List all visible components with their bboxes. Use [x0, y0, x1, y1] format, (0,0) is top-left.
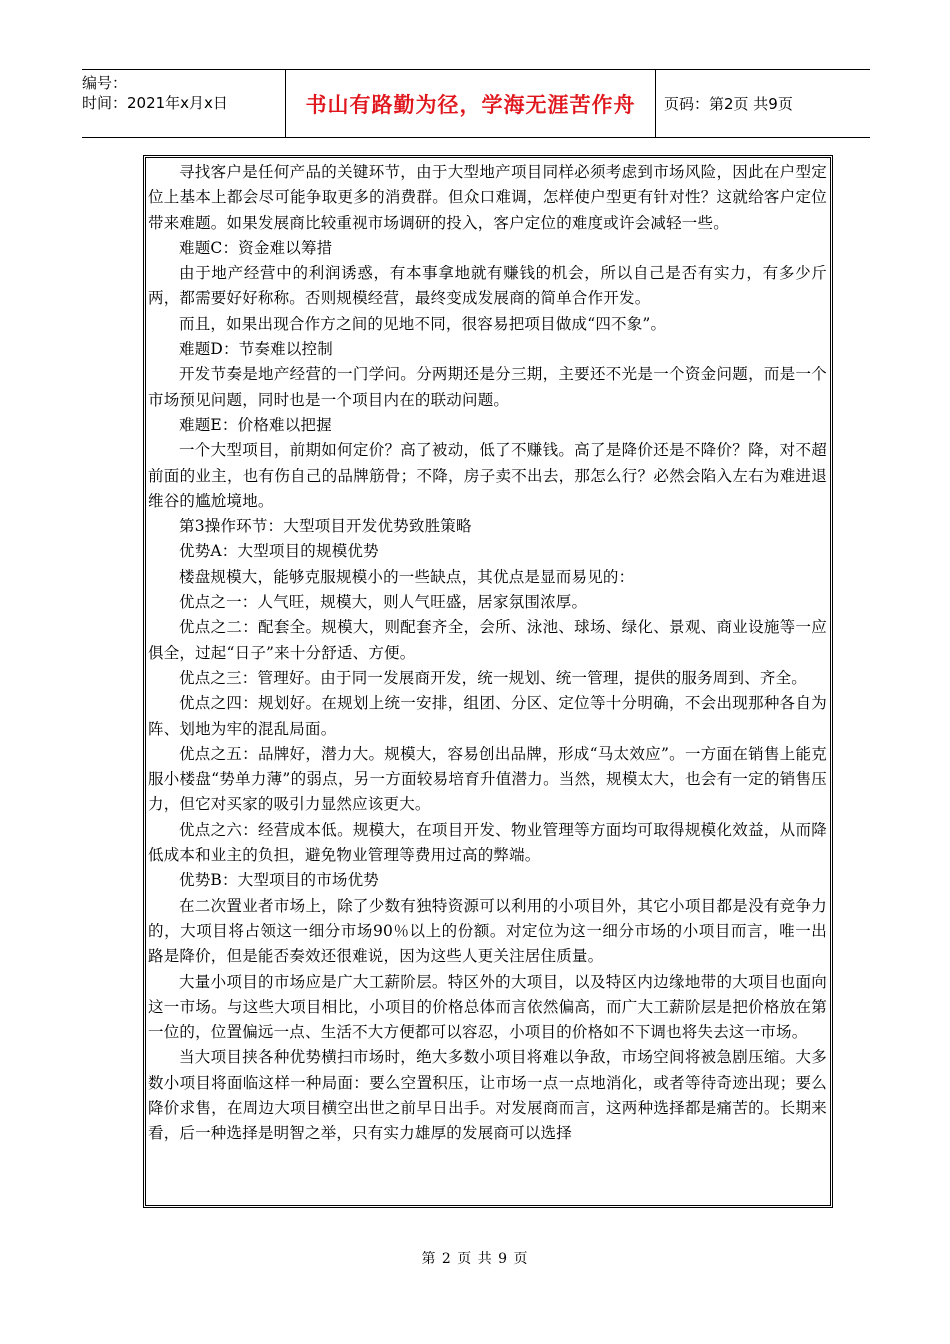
paragraph: 大量小项目的市场应是广大工薪阶层。特区外的大项目，以及特区内边缘地带的大项目也面向这一市场。与这些大项目相比，小项目的价格总体而言依然偏高，而广大工薪阶层是把价格放在第一位的，位置偏远一点、生活不大方便都可以容忍，小项目的价格如不下调也将失去这一市场。: [148, 972, 827, 1042]
paragraph: 一个大型项目，前期如何定价？高了被动，低了不赚钱。高了是降价还是不降价？降，对不超前面的业主，也有伤自己的品牌筋骨；不降，房子卖不出去，那怎么行？必然会陷入左右为难进退维谷的尴尬境地。: [148, 441, 827, 510]
content-body: [145, 157, 831, 1206]
paragraph: 难题C：资金难以筹措: [179, 238, 333, 257]
paragraph: 开发节奏是地产经营的一门学问。分两期还是分三期，主要还不光是一个资金问题，而是一个市场预见问题，同时也是一个项目内在的联动问题。: [148, 365, 827, 409]
paragraph: 在二次置业者市场上，除了少数有独特资源可以利用的小项目外，其它小项目都是没有竞争力的，大项目将占领这一细分市场90％以上的份额。对定位为这一细分市场的小项目而言，唯一出路是降价，但是能否奏效还很难说，因为这些人更关注居住质量。: [148, 896, 827, 966]
paragraph: 难题E：价格难以把握: [179, 415, 332, 434]
document-date-label: 时间：2021年x月x日: [82, 94, 228, 112]
paragraph: 当大项目挟各种优势横扫市场时，绝大多数小项目将难以争敌，市场空间将被急剧压缩。大多数小项目将面临这样一种局面：要么空置积压，让市场一点一点地消化，或者等待奇迹出现；要么降价求售，在周边大项目横空出世之前早日出手。对发展商而言，这两种选择都是痛苦的。长期来看，后一种选择是明智之举，只有实力雄厚的发展商可以选择: [148, 1048, 827, 1143]
header-page-label: 页码：第2页 共9页: [664, 95, 793, 113]
paragraph: 由于地产经营中的利润诱惑，有本事拿地就有赚钱的机会，所以自己是否有实力，有多少斤两，都需要好好称称。否则规模经营，最终变成发展商的简单合作开发。: [148, 264, 827, 308]
paragraph: 优点之四：规划好。在规划上统一安排，组团、分区、定位等十分明确，不会出现那种各自为阵、划地为牢的混乱局面。: [148, 694, 827, 738]
document-number-label: 编号：: [82, 74, 128, 92]
paragraph: 优点之六：经营成本低。规模大，在项目开发、物业管理等方面均可取得规模化效益，从而降低成本和业主的负担，避免物业管理等费用过高的弊端。: [148, 820, 827, 865]
paragraph: 优点之三：管理好。由于同一发展商开发，统一规划、统一管理，提供的服务周到、齐全。: [179, 668, 808, 687]
paragraph: 寻找客户是任何产品的关键环节，由于大型地产项目同样必须考虑到市场风险，因此在户型定位上基本上都会尽可能争取更多的消费群。但众口难调，怎样使户型更有针对性？这就给客户定位带来难题。如果发展商比较重视市场调研的投入，客户定位的难度或许会减轻一些。: [148, 163, 827, 232]
page-header: [82, 69, 870, 138]
paragraph: 优点之一：人气旺，规模大，则人气旺盛，居家氛围浓厚。: [179, 593, 588, 612]
paragraph: 优势B：大型项目的市场优势: [179, 871, 379, 890]
paragraph: 优势A：大型项目的规模优势: [179, 542, 379, 561]
paragraph: 第3操作环节：大型项目开发优势致胜策略: [179, 517, 472, 536]
paragraph: 而且，如果出现合作方之间的见地不同，很容易把项目做成“四不象”。: [179, 314, 667, 333]
paragraph: 优点之五：品牌好，潜力大。规模大，容易创出品牌，形成“马太效应”。一方面在销售上能克服小楼盘“势单力薄”的弱点，另一方面较易培育升值潜力。当然，规模太大，也会有一定的销售压力，但它对买家的吸引力显然应该更大。: [148, 744, 827, 814]
paragraph: 楼盘规模大，能够克服规模小的一些缺点，其优点是显而易见的：: [179, 567, 635, 586]
content-frame: [143, 155, 833, 1208]
header-meta: [82, 70, 285, 137]
header-motto: 书山有路勤为径，学海无涯苦作舟: [285, 70, 656, 137]
paragraph: 难题D：节奏难以控制: [179, 340, 333, 359]
paragraph: 优点之二：配套全。规模大，则配套齐全，会所、泳池、球场、绿化、景观、商业设施等一应俱全，过起“日子”来十分舒适、方便。: [148, 618, 827, 662]
page-footer: 第 2 页 共 9 页: [421, 1251, 529, 1267]
